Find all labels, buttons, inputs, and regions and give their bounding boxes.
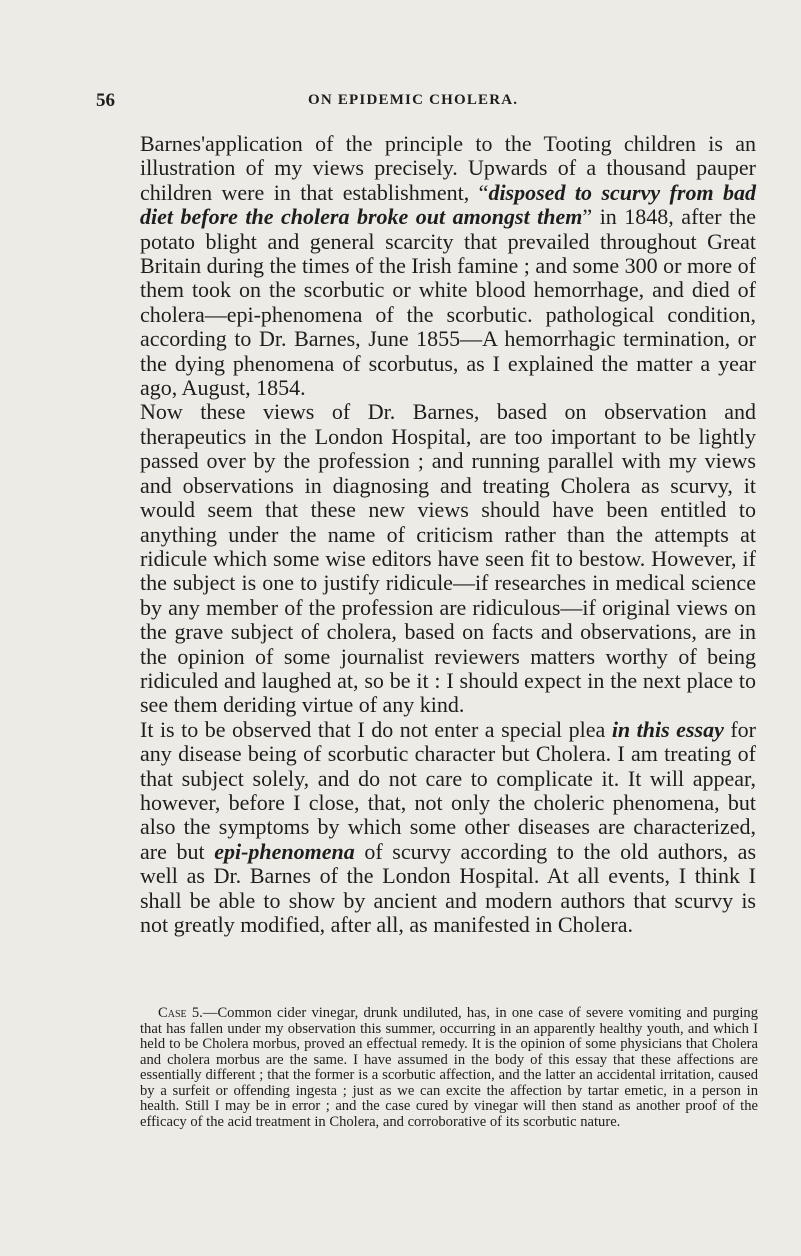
page-header: [96, 90, 746, 114]
paragraph-3-text-b: for any disease being of scorbutic character but Cholera. I am treating of that subject solely, and do not care to complicate it. It will appear, however, before I close, that, not only the choleric phenomena, but also the symptoms by which some other diseases are characterized, are but: [140, 716, 756, 864]
footnote: [140, 1006, 758, 1130]
paragraph-3-text-c: of scurvy according to the old authors, as well as Dr. Barnes of the London Hospital. At all events, I think I shall be able to show by ancient and modern authors that scurvy is not greatly modified, after all, as manifested in Cholera.: [140, 838, 757, 937]
paragraph-1-text-a: Barnes'application of the principle to the Tooting children is an illustration of my views precisely. Upwards of a thousand pauper children were in that establishment, “: [140, 131, 756, 205]
paragraph-3: [140, 718, 756, 938]
footnote-text: —Common cider vinegar, drunk undiluted, has, in one case of severe vomiting and purging that has fallen under my observation this summer, occurring in an apparently healthy youth, and which I held to be Cholera morbus, proved an effectual remedy. It is the opinion of some physicians that Cholera and cholera morbus are the same. I have assumed in the body of this essay that these affections are essentially different ; that the former is a scorbutic affection, and the latter an accidental irritation, caused by a surfeit or offending ingesta ; just as we can excite the affection by tartar emetic, in a person in health. Still I may be in error ; and the case cured by vinegar will then stand as another proof of the efficacy of the acid treatment in Cholera, and corroborative of its scorbutic nature.: [140, 1005, 758, 1130]
paragraph-3-italic-a: in this essay: [611, 716, 724, 742]
main-text: [140, 132, 756, 937]
paragraph-1-italic: disposed to scurvy from bad diet before the cholera broke out amongst them: [140, 179, 757, 230]
running-title: ON EPIDEMIC CHOLERA.: [308, 92, 519, 108]
paragraph-1: [140, 132, 756, 400]
footnote-paragraph: [140, 1006, 758, 1130]
footnote-case-label: Case 5.: [158, 1005, 203, 1021]
page-number: 56: [96, 90, 115, 111]
paragraph-1-text-b: ” in 1848, after the potato blight and general scarcity that prevailed throughout Great Britain during the times of the Irish famine ; and some 300 or more of them took on the scorbutic or white blood hemorrhage, and died of cholera—epi-phenomena of the scorbutic. pathological condition, according to Dr. Barnes, June 1855—A hemorrhagic termination, or the dying phenomena of scorbutus, as I explained the matter a year ago, August, 1854.: [140, 204, 756, 401]
paragraph-3-italic-b: epi-phenomena: [214, 838, 355, 864]
paragraph-3-text-a: It is to be observed that I do not enter a special plea: [140, 716, 612, 742]
paragraph-2: Now these views of Dr. Barnes, based on observation and therapeutics in the London Hospital, are too important to be lightly passed over by the profession ; and running parallel with my views and observations in diagnosing and treating Cholera as scurvy, it would seem that these new views should have been entitled to anything under the name of criticism rather than the attempts at ridicule which some wise editors have seen fit to bestow. However, if the subject is one to justify ridicule—if researches in medical science by any member of the profession are ridiculous—if original views on the grave subject of cholera, based on facts and observations, are in the opinion of some journalist reviewers matters worthy of being ridiculed and laughed at, so be it : I should expect in the next place to see them deriding virtue of any kind.: [140, 399, 756, 718]
